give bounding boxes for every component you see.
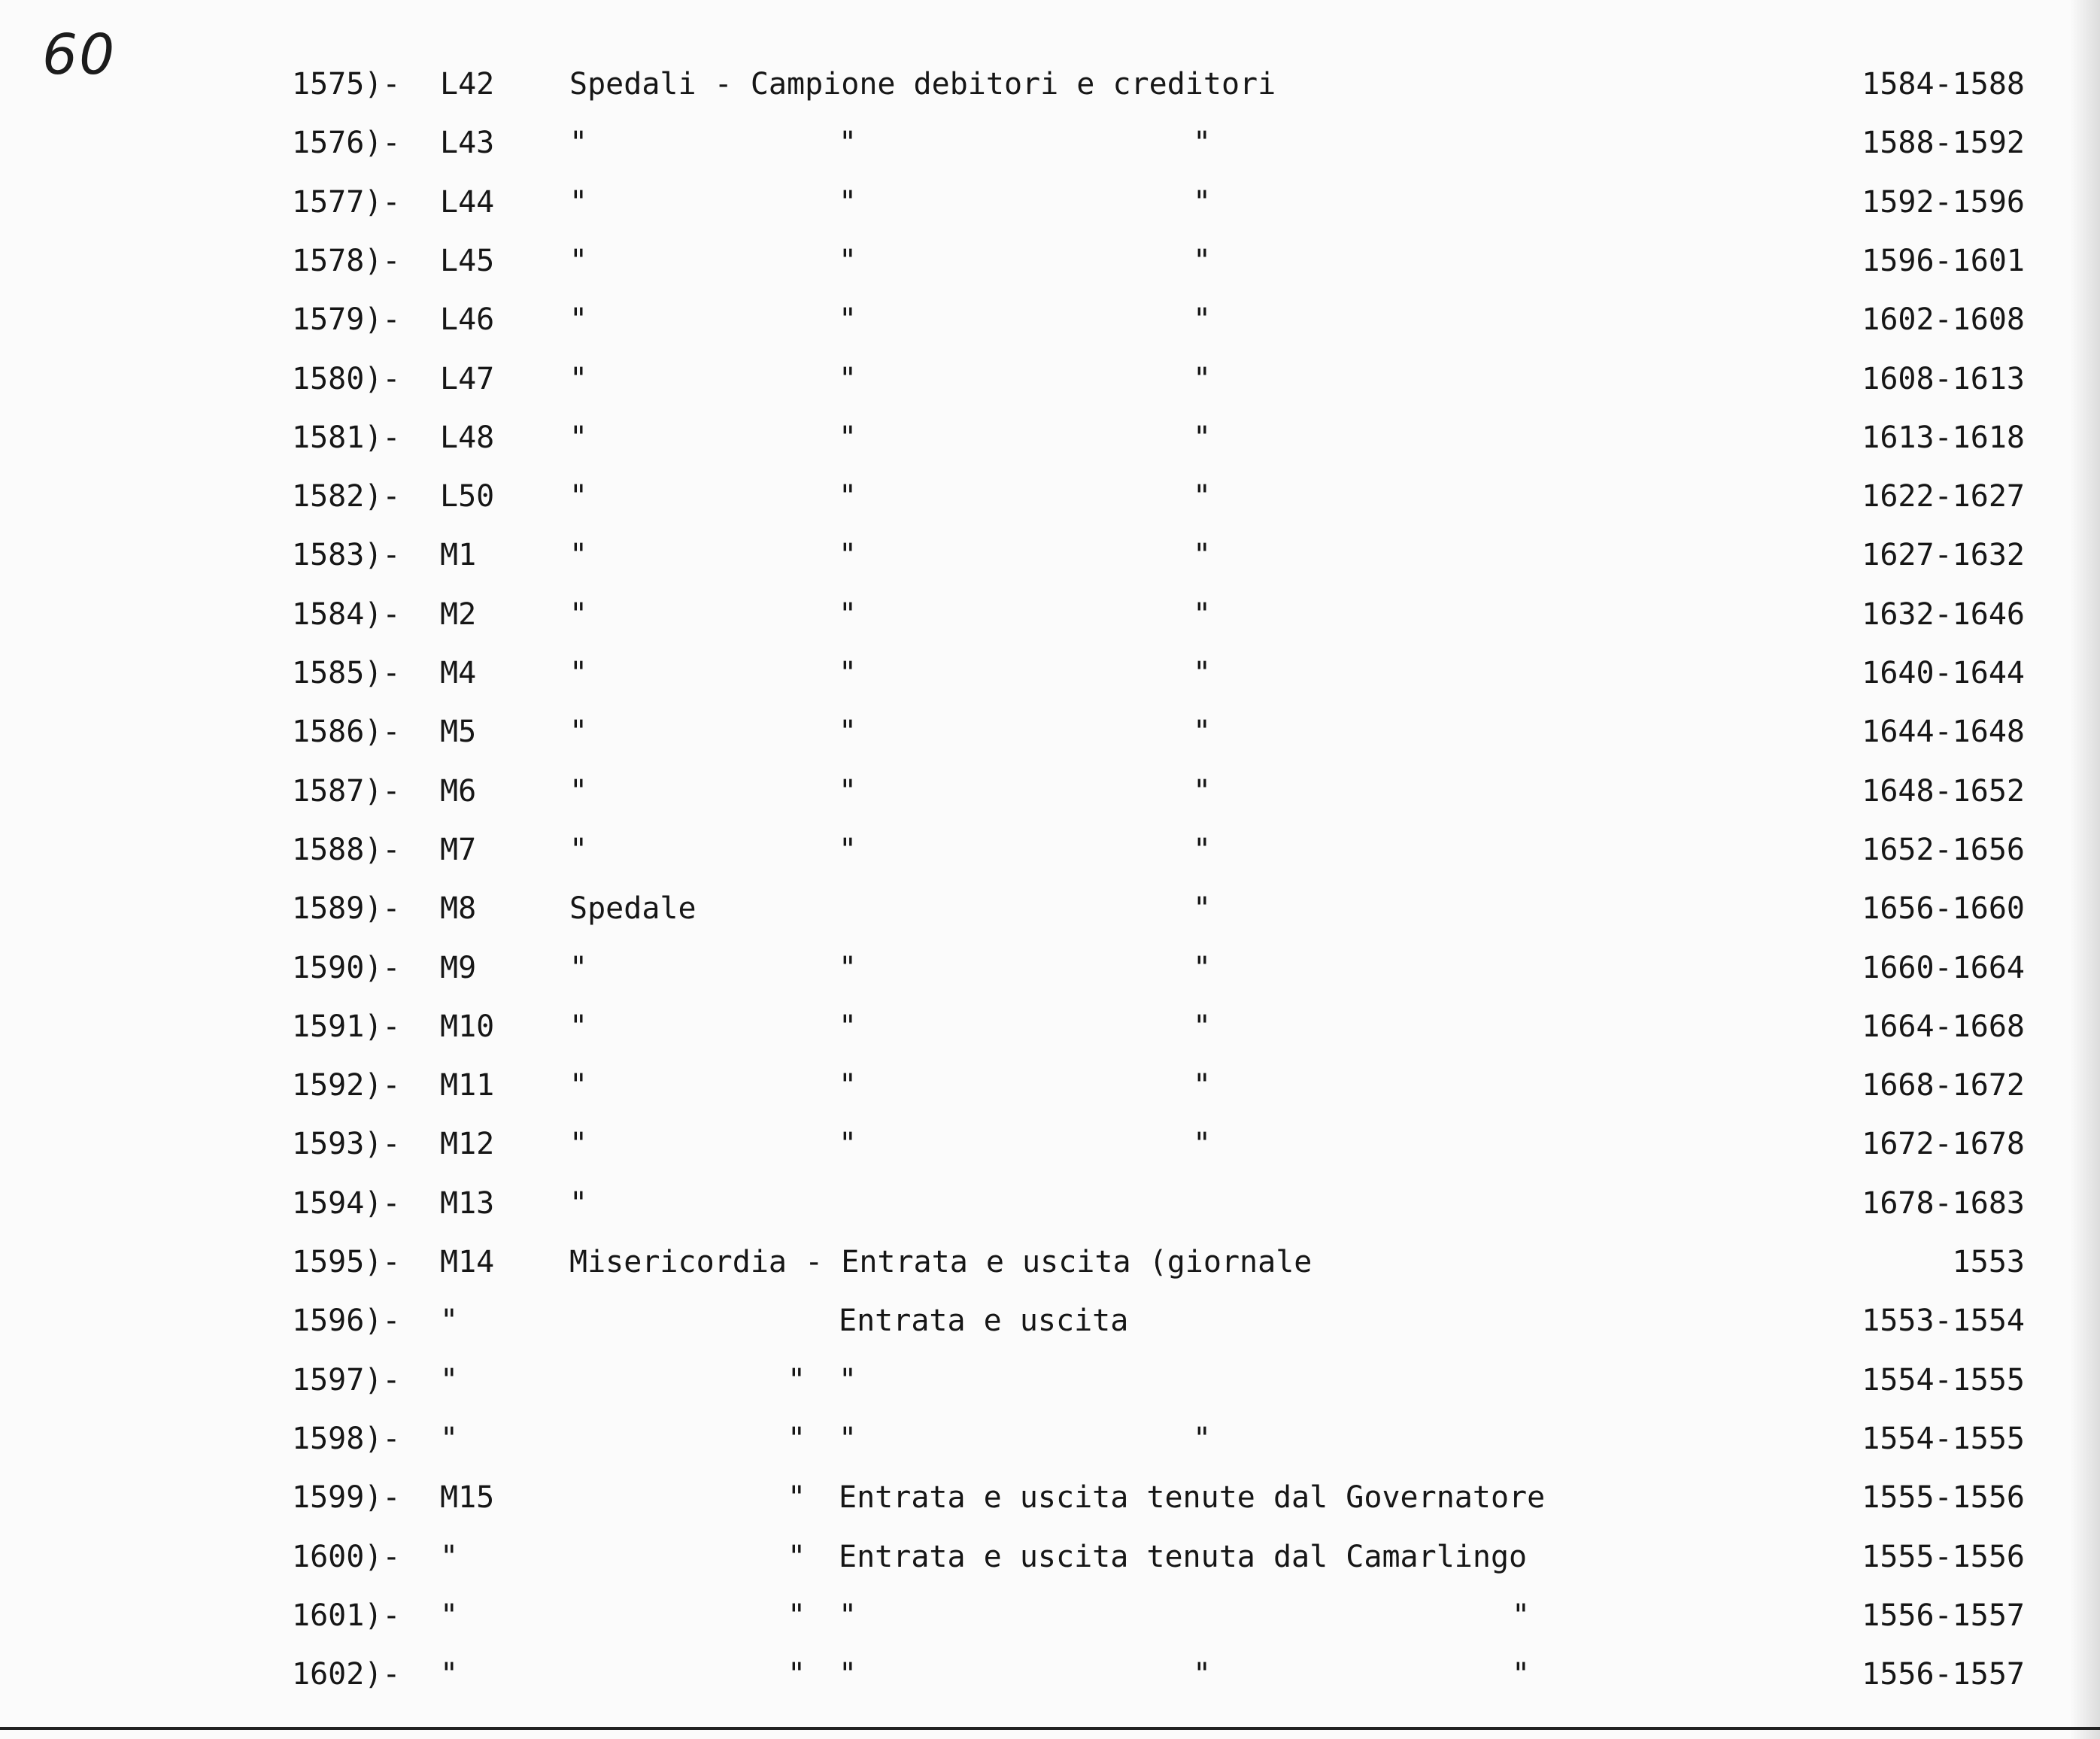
description-col3: ": [1193, 715, 1212, 749]
description-col3: ": [1193, 479, 1212, 514]
list-item: [0, 1238, 2100, 1286]
description-col3: ": [1193, 1068, 1212, 1103]
list-item: [0, 885, 2100, 933]
entry-number: 1593)-: [292, 1127, 401, 1161]
list-item: [0, 1533, 2100, 1581]
description: ": [569, 538, 588, 572]
description: ": [569, 715, 588, 749]
shelf-mark: M14: [440, 1245, 495, 1279]
description-col3: ": [1193, 126, 1212, 160]
shelf-mark: M13: [440, 1186, 495, 1221]
list-item: [0, 1003, 2100, 1051]
date-range: 1664-1668: [1862, 1009, 2025, 1044]
shelf-mark: L47: [440, 362, 495, 396]
date-range: 1622-1627: [1862, 479, 2025, 514]
description: ": [569, 362, 588, 396]
description: ": [569, 126, 588, 160]
entry-number: 1601)-: [292, 1598, 401, 1633]
shelf-mark: ": [440, 1363, 459, 1398]
shelf-mark: ": [440, 1540, 459, 1574]
date-range: 1554-1555: [1862, 1363, 2025, 1398]
page-number: 60: [42, 23, 117, 87]
date-range: 1668-1672: [1862, 1068, 2025, 1103]
description-col3: ": [1193, 951, 1212, 985]
date-range: 1554-1555: [1862, 1422, 2025, 1456]
description-col3: ": [1193, 302, 1212, 337]
entry-number: 1602)-: [292, 1657, 401, 1692]
description: ": [569, 1127, 588, 1161]
description: Spedale: [569, 891, 696, 926]
shelf-mark: M10: [440, 1009, 495, 1044]
description-col2: ": [839, 479, 857, 514]
list-item: [0, 944, 2100, 992]
entry-number: 1584)-: [292, 597, 401, 632]
description: ": [569, 1186, 588, 1221]
description-col3: ": [1193, 538, 1212, 572]
shelf-mark: M1: [440, 538, 477, 572]
shelf-mark: L45: [440, 244, 495, 278]
description-col2: ": [839, 538, 857, 572]
date-range: 1613-1618: [1862, 420, 2025, 455]
entry-number: 1600)-: [292, 1540, 401, 1574]
shelf-mark: M15: [440, 1480, 495, 1515]
description-col3: ": [1193, 1422, 1212, 1456]
description-col3: ": [1193, 244, 1212, 278]
shelf-mark: M6: [440, 774, 477, 809]
date-range: 1592-1596: [1862, 185, 2025, 220]
date-range: 1553: [1952, 1245, 2025, 1279]
list-item: [0, 826, 2100, 874]
shelf-mark: M7: [440, 833, 477, 867]
description-col3: ": [1193, 833, 1212, 867]
shelf-mark: L50: [440, 479, 495, 514]
shelf-mark: ": [440, 1422, 459, 1456]
entry-number: 1598)-: [292, 1422, 401, 1456]
shelf-mark: ": [440, 1598, 459, 1633]
description: ": [569, 597, 588, 632]
date-range: 1553-1554: [1862, 1303, 2025, 1338]
shelf-mark: L42: [440, 67, 495, 102]
entry-number: 1579)-: [292, 302, 401, 337]
entry-number: 1576)-: [292, 126, 401, 160]
shelf-mark: M4: [440, 656, 477, 690]
list-item: [0, 1650, 2100, 1698]
shelf-mark: M5: [440, 715, 477, 749]
shelf-mark: ": [440, 1303, 459, 1338]
description-col3: ": [1193, 1127, 1212, 1161]
description-col2: ": [839, 302, 857, 337]
description: ": [569, 244, 588, 278]
description: ": [569, 302, 588, 337]
list-item: [0, 1415, 2100, 1463]
date-range: 1672-1678: [1862, 1127, 2025, 1161]
description: Misericordia - Entrata e uscita (giornale: [569, 1245, 1312, 1279]
date-range: 1656-1660: [1862, 891, 2025, 926]
entry-number: 1586)-: [292, 715, 401, 749]
list-item: [0, 472, 2100, 520]
date-range: 1648-1652: [1862, 774, 2025, 809]
ditto-mark: ": [788, 1480, 806, 1515]
list-item: [0, 119, 2100, 167]
date-range: 1556-1557: [1862, 1598, 2025, 1633]
date-range: 1644-1648: [1862, 715, 2025, 749]
description: ": [569, 833, 588, 867]
ditto-mark: ": [788, 1363, 806, 1398]
list-item: [0, 767, 2100, 815]
description: Spedali - Campione debitori e creditori: [569, 67, 1276, 102]
date-range: 1652-1656: [1862, 833, 2025, 867]
entry-number: 1595)-: [292, 1245, 401, 1279]
description-col2: Entrata e uscita: [839, 1303, 1129, 1338]
entry-number: 1590)-: [292, 951, 401, 985]
entry-number: 1599)-: [292, 1480, 401, 1515]
description-col2: ": [839, 420, 857, 455]
entry-number: 1597)-: [292, 1363, 401, 1398]
description-col3: ": [1193, 1009, 1212, 1044]
description-col3: ": [1193, 1657, 1212, 1692]
description-col2: ": [839, 244, 857, 278]
description-col2: ": [839, 1598, 857, 1633]
date-range: 1627-1632: [1862, 538, 2025, 572]
description-col2: ": [839, 597, 857, 632]
description-col2: ": [839, 774, 857, 809]
ditto-mark: ": [788, 1598, 806, 1633]
list-item: [0, 590, 2100, 639]
date-range: 1660-1664: [1862, 951, 2025, 985]
description: ": [569, 185, 588, 220]
entry-number: 1594)-: [292, 1186, 401, 1221]
list-item: [0, 1592, 2100, 1640]
shelf-mark: L44: [440, 185, 495, 220]
description-col2: Entrata e uscita tenuta dal Camarlingo: [839, 1540, 1528, 1574]
description-col2: ": [839, 715, 857, 749]
description: ": [569, 951, 588, 985]
description: ": [569, 479, 588, 514]
description-col2: ": [839, 1009, 857, 1044]
shelf-mark: L43: [440, 126, 495, 160]
list-item: [0, 237, 2100, 285]
list-item: [0, 1356, 2100, 1404]
description: ": [569, 420, 588, 455]
description-col2: ": [839, 951, 857, 985]
list-item: [0, 296, 2100, 344]
description-col2: ": [839, 1422, 857, 1456]
description-col2: ": [839, 126, 857, 160]
entry-number: 1588)-: [292, 833, 401, 867]
description-col2: ": [839, 1657, 857, 1692]
list-item: [0, 1179, 2100, 1228]
shelf-mark: ": [440, 1657, 459, 1692]
bottom-rule: [0, 1727, 2100, 1730]
date-range: 1555-1556: [1862, 1480, 2025, 1515]
entry-number: 1575)-: [292, 67, 401, 102]
description-col2: ": [839, 362, 857, 396]
shelf-mark: M12: [440, 1127, 495, 1161]
description-col4: ": [1512, 1598, 1531, 1633]
description-col3: ": [1193, 362, 1212, 396]
list-item: [0, 1297, 2100, 1345]
description-col3: ": [1193, 185, 1212, 220]
description-col3: ": [1193, 420, 1212, 455]
description-col2: ": [839, 656, 857, 690]
description-col3: ": [1193, 774, 1212, 809]
ditto-mark: ": [788, 1422, 806, 1456]
entry-number: 1580)-: [292, 362, 401, 396]
description-col3: ": [1193, 597, 1212, 632]
description: ": [569, 774, 588, 809]
list-item: [0, 60, 2100, 108]
description-col2: ": [839, 1363, 857, 1398]
list-item: [0, 355, 2100, 403]
entry-number: 1592)-: [292, 1068, 401, 1103]
list-item: [0, 1120, 2100, 1168]
description-col3: ": [1193, 656, 1212, 690]
entry-number: 1589)-: [292, 891, 401, 926]
description-col3: ": [1193, 891, 1212, 926]
list-item: [0, 1473, 2100, 1522]
shelf-mark: L46: [440, 302, 495, 337]
description-col4: ": [1512, 1657, 1531, 1692]
entry-number: 1591)-: [292, 1009, 401, 1044]
date-range: 1602-1608: [1862, 302, 2025, 337]
entry-number: 1582)-: [292, 479, 401, 514]
date-range: 1632-1646: [1862, 597, 2025, 632]
shelf-mark: L48: [440, 420, 495, 455]
ditto-mark: ": [788, 1540, 806, 1574]
entry-number: 1578)-: [292, 244, 401, 278]
date-range: 1584-1588: [1862, 67, 2025, 102]
date-range: 1596-1601: [1862, 244, 2025, 278]
entry-number: 1581)-: [292, 420, 401, 455]
description: ": [569, 656, 588, 690]
list-item: [0, 531, 2100, 579]
list-item: [0, 178, 2100, 226]
list-item: [0, 708, 2100, 756]
date-range: 1608-1613: [1862, 362, 2025, 396]
description-col2: ": [839, 833, 857, 867]
shelf-mark: M8: [440, 891, 477, 926]
date-range: 1556-1557: [1862, 1657, 2025, 1692]
entry-number: 1596)-: [292, 1303, 401, 1338]
date-range: 1555-1556: [1862, 1540, 2025, 1574]
date-range: 1640-1644: [1862, 656, 2025, 690]
list-item: [0, 414, 2100, 462]
description: ": [569, 1068, 588, 1103]
date-range: 1678-1683: [1862, 1186, 2025, 1221]
ditto-mark: ": [788, 1657, 806, 1692]
shelf-mark: M9: [440, 951, 477, 985]
shelf-mark: M2: [440, 597, 477, 632]
description-col2: ": [839, 1068, 857, 1103]
entry-number: 1583)-: [292, 538, 401, 572]
entry-number: 1577)-: [292, 185, 401, 220]
description-col2: ": [839, 185, 857, 220]
list-item: [0, 1061, 2100, 1109]
entry-number: 1585)-: [292, 656, 401, 690]
description-col2: Entrata e uscita tenute dal Governatore: [839, 1480, 1546, 1515]
description: ": [569, 1009, 588, 1044]
description-col2: ": [839, 1127, 857, 1161]
shelf-mark: M11: [440, 1068, 495, 1103]
entry-number: 1587)-: [292, 774, 401, 809]
list-item: [0, 649, 2100, 697]
date-range: 1588-1592: [1862, 126, 2025, 160]
